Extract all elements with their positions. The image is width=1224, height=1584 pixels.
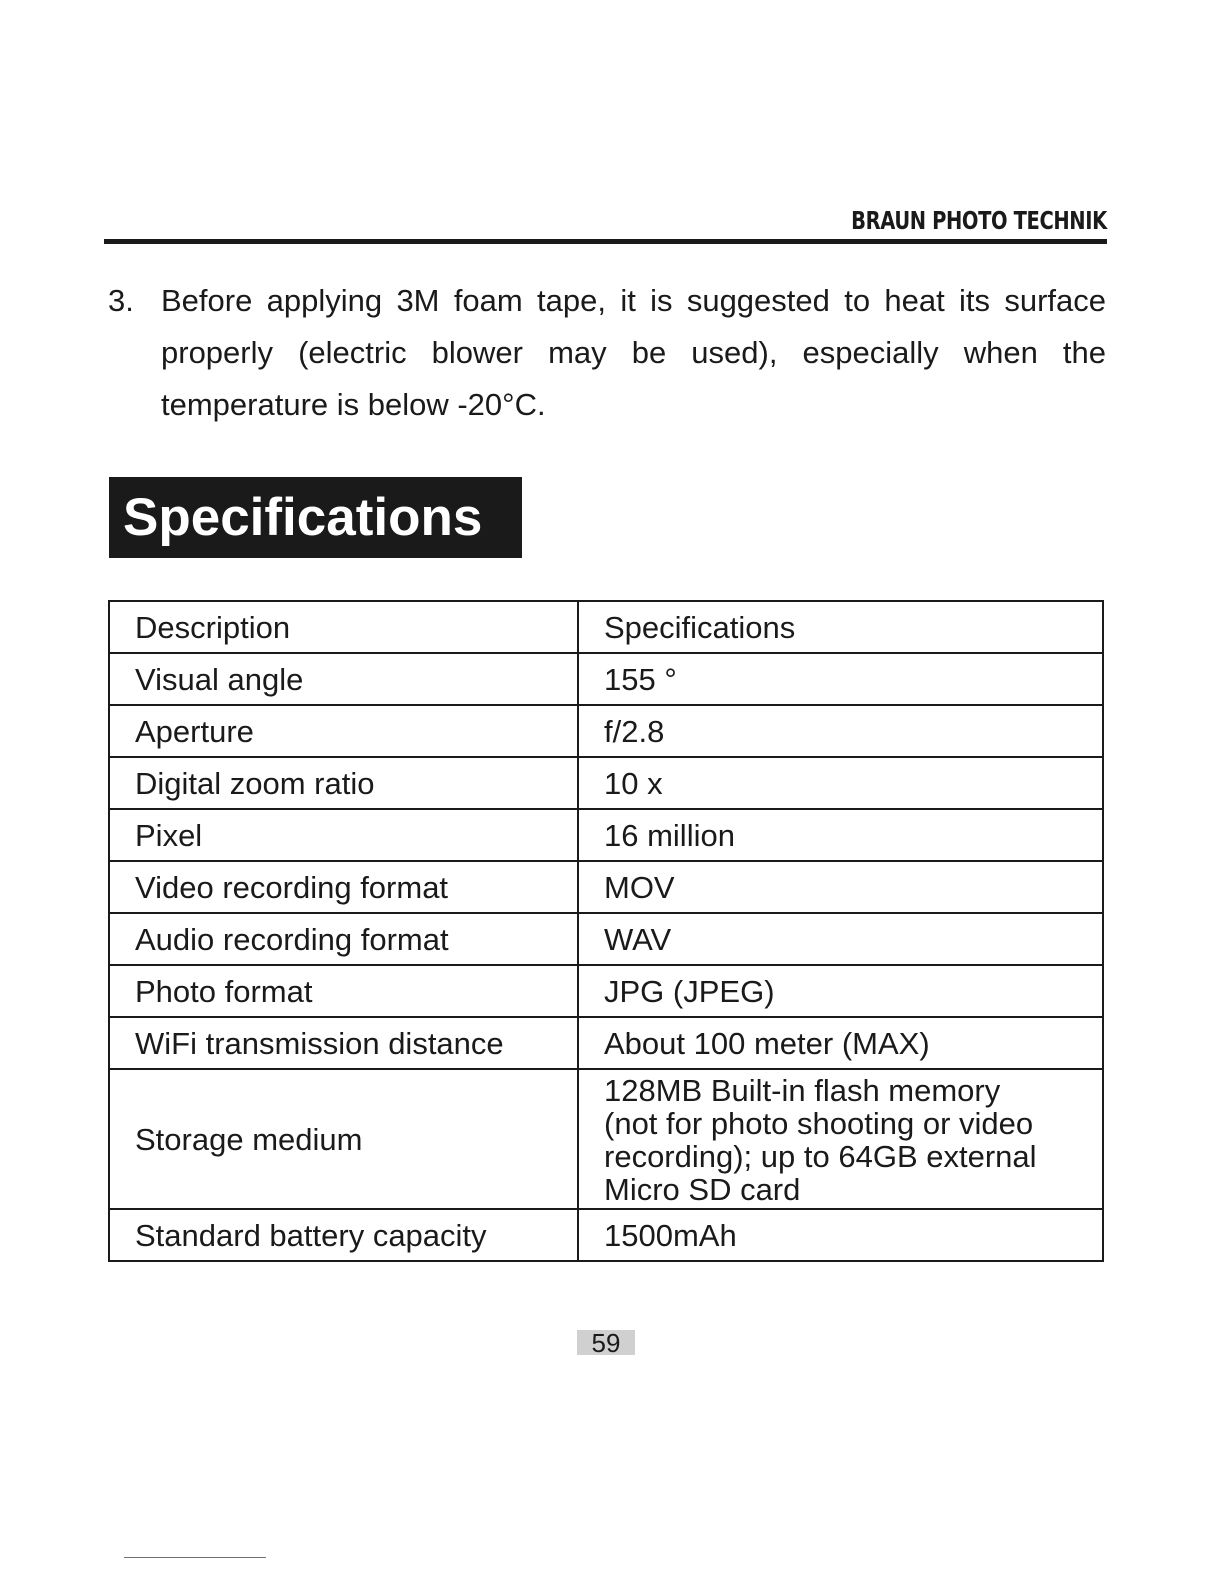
spec-label: Storage medium bbox=[109, 1069, 578, 1209]
table-row bbox=[109, 965, 1103, 1017]
spec-value: MOV bbox=[578, 861, 1103, 913]
step-text: Before applying 3M foam tape, it is suggested to heat its surface properly (electric blower may be used), especially when the temperature is below -20°C. bbox=[161, 283, 1106, 422]
table-row bbox=[109, 1017, 1103, 1069]
page-number: 59 bbox=[577, 1330, 635, 1355]
spec-value bbox=[578, 1069, 1103, 1209]
table-row bbox=[109, 809, 1103, 861]
spec-label: Video recording format bbox=[109, 861, 578, 913]
spec-label: Digital zoom ratio bbox=[109, 757, 578, 809]
table-row bbox=[109, 861, 1103, 913]
spec-value: 16 million bbox=[578, 809, 1103, 861]
table-row bbox=[109, 653, 1103, 705]
spec-label: Aperture bbox=[109, 705, 578, 757]
spec-label: WiFi transmission distance bbox=[109, 1017, 578, 1069]
footer-line bbox=[124, 1557, 266, 1558]
table-row bbox=[109, 1209, 1103, 1261]
table-header-specifications: Specifications bbox=[578, 601, 1103, 653]
spec-value-line: Micro SD card bbox=[604, 1172, 801, 1207]
section-title: Specifications bbox=[109, 477, 522, 558]
spec-label: Pixel bbox=[109, 809, 578, 861]
spec-value: About 100 meter (MAX) bbox=[578, 1017, 1103, 1069]
spec-label: Standard battery capacity bbox=[109, 1209, 578, 1261]
spec-value: 155 ° bbox=[578, 653, 1103, 705]
spec-label: Visual angle bbox=[109, 653, 578, 705]
table-row bbox=[109, 757, 1103, 809]
spec-value-line: 128MB Built-in flash memory bbox=[604, 1073, 1001, 1108]
spec-value-line: (not for photo shooting or video bbox=[604, 1106, 1034, 1141]
step-number: 3. bbox=[108, 283, 134, 318]
table-header-description: Description bbox=[109, 601, 578, 653]
spec-label: Photo format bbox=[109, 965, 578, 1017]
spec-value: 10 x bbox=[578, 757, 1103, 809]
spec-value: f/2.8 bbox=[578, 705, 1103, 757]
table-header-row bbox=[109, 601, 1103, 653]
instruction-step bbox=[108, 275, 1106, 431]
header-rule bbox=[104, 239, 1107, 244]
brand-header: BRAUN PHOTO TECHNIK bbox=[851, 206, 1107, 235]
specifications-table bbox=[108, 600, 1104, 1262]
table-row bbox=[109, 705, 1103, 757]
spec-value: JPG (JPEG) bbox=[578, 965, 1103, 1017]
spec-label: Audio recording format bbox=[109, 913, 578, 965]
table-row bbox=[109, 1069, 1103, 1209]
spec-value-line: recording); up to 64GB external bbox=[604, 1139, 1037, 1174]
spec-value: 1500mAh bbox=[578, 1209, 1103, 1261]
table-row bbox=[109, 913, 1103, 965]
spec-value: WAV bbox=[578, 913, 1103, 965]
